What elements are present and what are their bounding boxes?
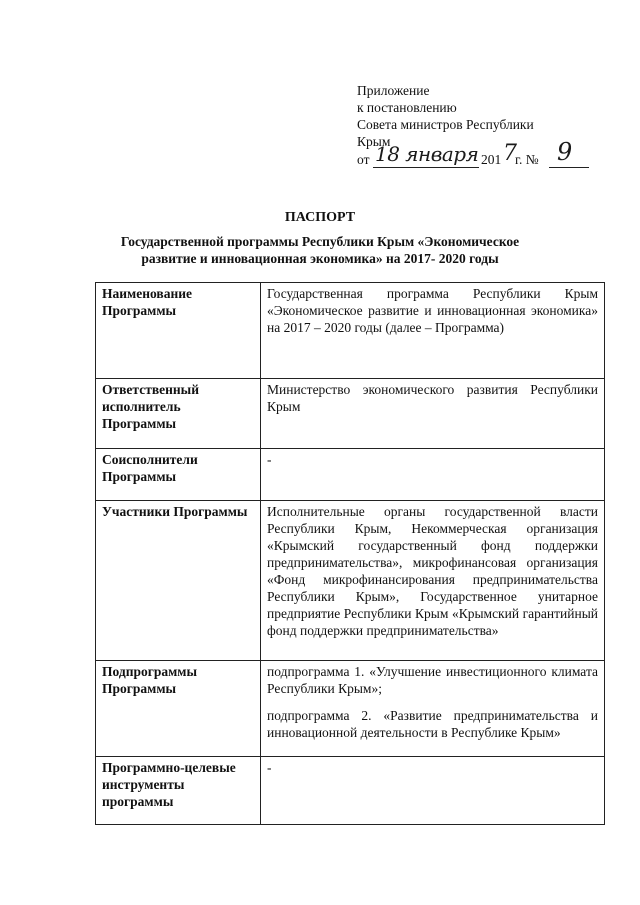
row-value-paragraph: - [267,452,272,467]
appendix-line-1: Приложение [357,83,430,98]
document-subtitle: Государственной программы Республики Крым «Экономическое развитие и инновационная экономика» на 2017- 2020 годы [120,234,520,266]
row-value-paragraph: Исполнительные органы государственной власти Республики Крым, Некоммерческая организация «Крымский государственный фонд поддержки предпринимательства», микрофинансовая организация «Фонд микрофинансирования предпринимательства Республики Крым», Государственное унитарное предприятие Республики Крым «Крымский гарантийный фонд поддержки предпринимательства» [267,504,598,638]
table-row [96,661,605,757]
row-value-paragraph: Министерство экономического развития Республики Крым [267,382,598,414]
appendix-line-3: Совета министров Республики [357,117,534,132]
row-label: Подпрограммы Программы [96,661,261,757]
row-value [261,501,605,661]
handwritten-year-digit: 7 [503,141,517,166]
row-value [261,283,605,379]
row-value [261,449,605,501]
document-title: ПАСПОРТ [284,210,356,225]
table-row [96,501,605,661]
table-row [96,449,605,501]
row-label: Наименование Программы [96,283,261,379]
row-label: Участники Программы [96,501,261,661]
row-value-paragraph: - [267,760,272,775]
date-prefix: от [357,152,370,167]
handwritten-number: 9 [557,138,572,166]
row-value [261,661,605,757]
row-label: Ответственный исполнитель Программы [96,379,261,449]
table-row [96,757,605,825]
appendix-line-2: к постановлению [357,100,457,115]
appendix-line-4: Крым [357,134,391,149]
table-row [96,283,605,379]
row-value-paragraph: подпрограмма 2. «Развитие предпринимательства и инновационной деятельности в Республике Крым» [267,708,598,740]
row-value [261,379,605,449]
year-prefix: 201 [481,152,502,167]
row-label: Программно-целевые инструменты программы [96,757,261,825]
row-value-paragraph: Государственная программа Республики Крым «Экономическое развитие и инновационная экономика» на 2017 – 2020 годы (далее – Программа) [267,286,598,335]
row-value-paragraph: подпрограмма 1. «Улучшение инвестиционного климата Республики Крым»; [267,664,598,696]
passport-table [95,282,605,825]
handwritten-date: 18 января [375,142,479,166]
year-suffix: г. № [515,152,539,167]
row-label: Соисполнители Программы [96,449,261,501]
row-value [261,757,605,825]
table-row [96,379,605,449]
